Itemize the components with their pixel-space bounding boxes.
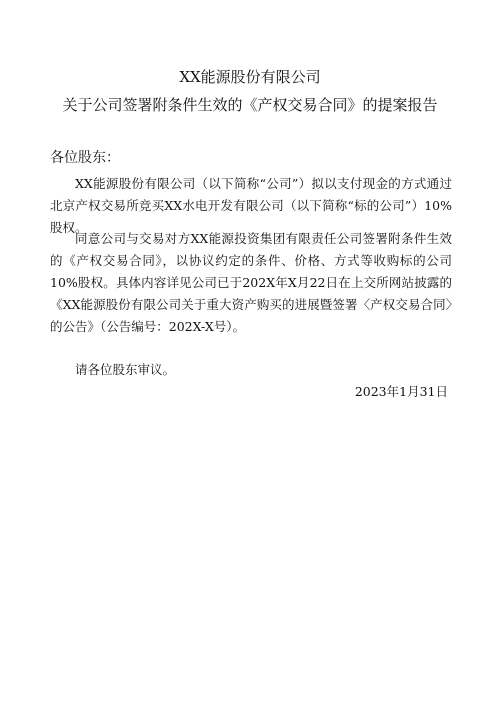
- document-date: 2023年1月31日: [354, 384, 448, 399]
- company-name: XX能源股份有限公司: [179, 68, 321, 86]
- proposal-title: 关于公司签署附条件生效的《产权交易合同》的提案报告: [62, 96, 438, 114]
- paragraph-contract: 同意公司与交易对方XX能源投资集团有限责任公司签署附条件生效的《产权交易合同》，以协议约定的条件、价格、方式等收购标的公司10%股权。具体内容详见公司已于202X年X月22日在上交所网站披露的《XX能源股份有限公司关于重大资产购买的进展暨签署〈产权交易合同〉的公告》（公告编号：202X-X号）。: [50, 231, 452, 334]
- paragraph-acquisition: XX能源股份有限公司（以下简称“公司”）拟以支付现金的方式通过北京产权交易所竞买XX水电开发有限公司（以下简称“标的公司”）10%股权。: [50, 176, 452, 235]
- paragraph-review-request: 请各位股东审议。: [75, 362, 176, 377]
- salutation: 各位股东：: [50, 150, 120, 166]
